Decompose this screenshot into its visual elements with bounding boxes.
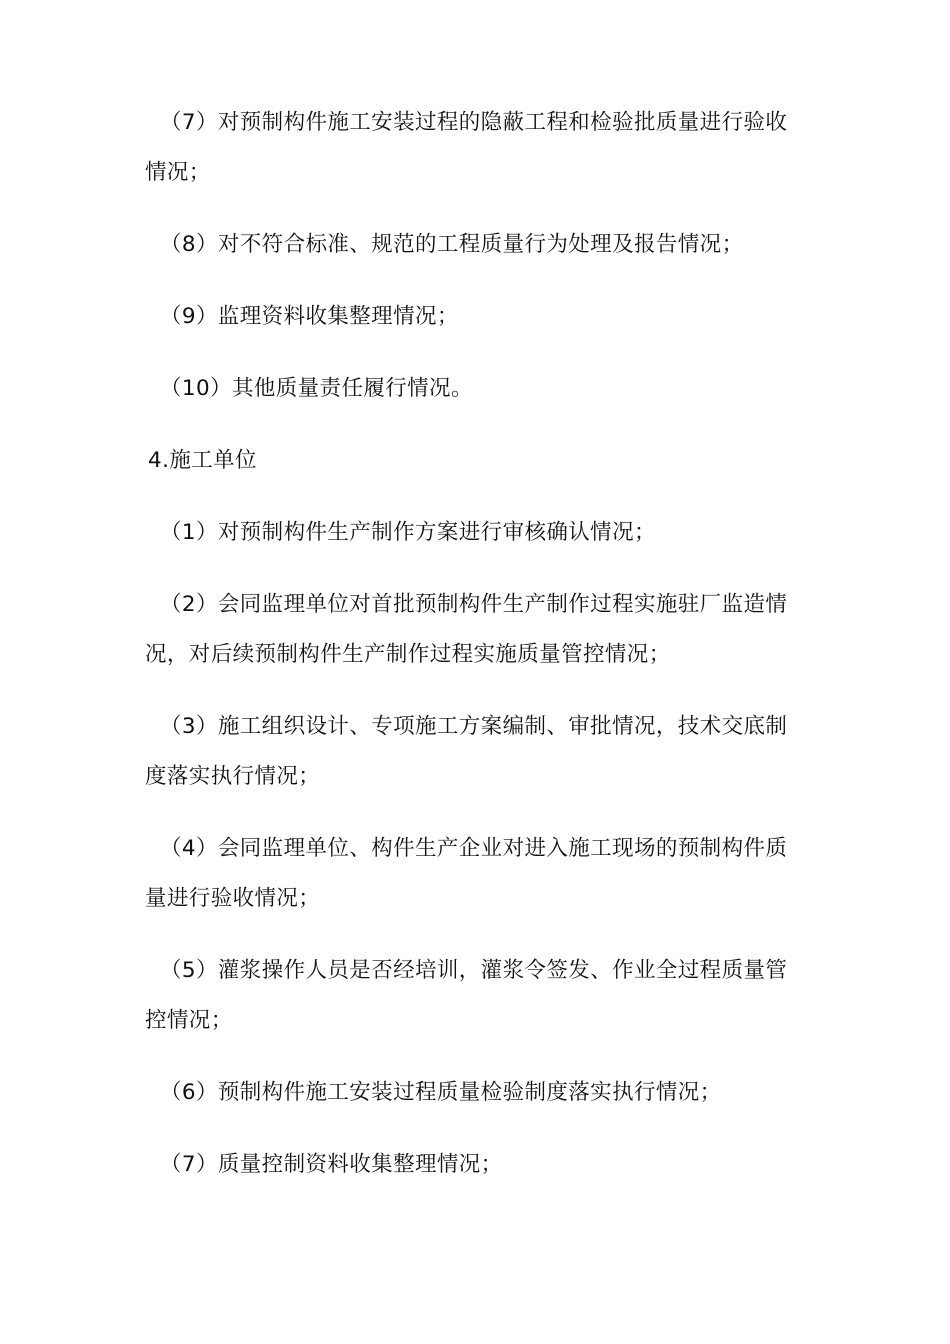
list-item-construction-1: （1）对预制构件生产制作方案进行审核确认情况； xyxy=(160,520,656,545)
list-item-supervision-7: （7）对预制构件施工安装过程的隐蔽工程和检验批质量进行验收情况； xyxy=(145,110,788,185)
document-body xyxy=(145,98,795,1212)
list-item-construction-6: （6）预制构件施工安装过程质量检验制度落实执行情况； xyxy=(160,1080,722,1105)
list-item-construction-3: （3）施工组织设计、专项施工方案编制、审批情况，技术交底制度落实执行情况； xyxy=(145,714,788,789)
list-item-supervision-8: （8）对不符合标准、规范的工程质量行为处理及报告情况； xyxy=(160,232,744,257)
list-item-supervision-10: （10）其他质量责任履行情况。 xyxy=(160,376,473,401)
list-item-construction-5: （5）灌浆操作人员是否经培训，灌浆令签发、作业全过程质量管控情况； xyxy=(145,958,788,1033)
list-item-construction-2: （2）会同监理单位对首批预制构件生产制作过程实施驻厂监造情况，对后续预制构件生产制作过程实施质量管控情况； xyxy=(145,592,788,667)
list-item-supervision-9: （9）监理资料收集整理情况； xyxy=(160,304,459,329)
list-item-construction-4: （4）会同监理单位、构件生产企业对进入施工现场的预制构件质量进行验收情况； xyxy=(145,836,788,911)
list-item-construction-7: （7）质量控制资料收集整理情况； xyxy=(160,1152,503,1177)
section-heading-construction-unit: 4.施工单位 xyxy=(148,448,257,473)
